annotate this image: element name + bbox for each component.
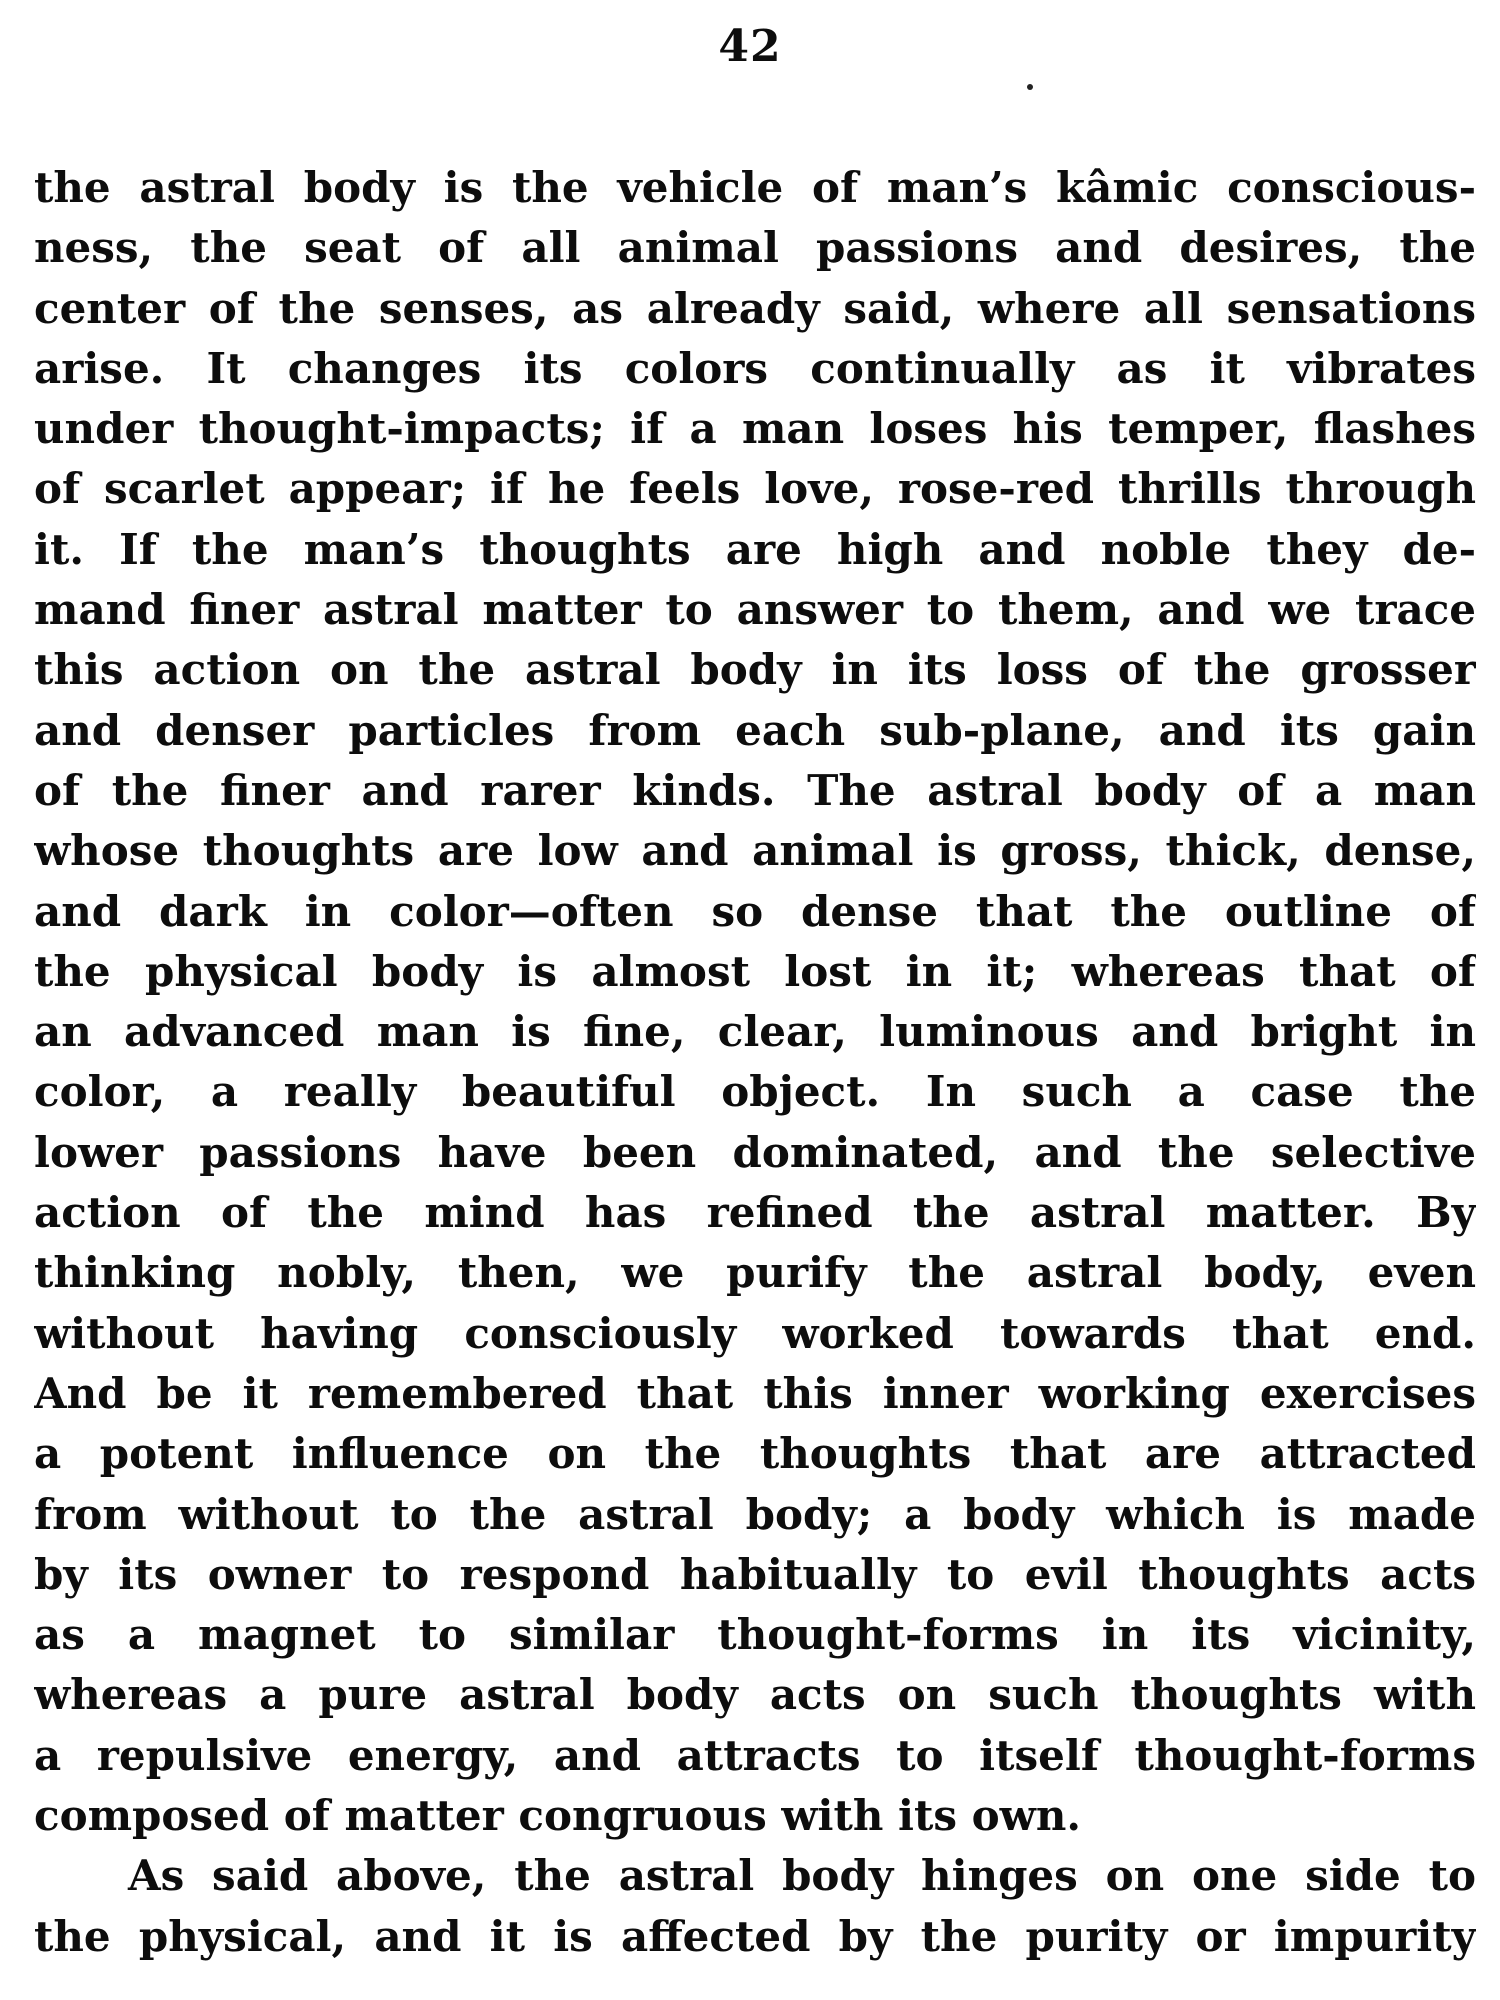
print-speck xyxy=(1027,84,1033,90)
paragraph-start-line: As said above, the astral body hinges on one side to xyxy=(128,1851,1476,1901)
text-line: the physical, and it is affected by the purity or impurity xyxy=(34,1911,1476,1961)
paragraph-end-line: composed of matter congruous with its own. xyxy=(34,1791,1081,1841)
text-line: action of the mind has refined the astral matter. By xyxy=(34,1188,1476,1238)
text-line: And be it remembered that this inner working exercises xyxy=(34,1368,1476,1418)
text-line: center of the senses, as already said, where all sensations xyxy=(34,283,1476,333)
text-line: a potent influence on the thoughts that are attracted xyxy=(34,1429,1476,1479)
page-number: 42 xyxy=(718,21,782,72)
text-line: of scarlet appear; if he feels love, rose-red thrills through xyxy=(34,464,1476,514)
body-text xyxy=(34,158,1476,1967)
text-line: arise. It changes its colors continually as it vibrates xyxy=(34,343,1476,393)
text-line: lower passions have been dominated, and the selective xyxy=(34,1127,1476,1177)
text-line: whereas a pure astral body acts on such thoughts with xyxy=(34,1670,1476,1720)
text-line: as a magnet to similar thought-forms in its vicinity, xyxy=(34,1610,1476,1660)
text-line: whose thoughts are low and animal is gross, thick, dense, xyxy=(34,826,1476,876)
text-line: without having consciously worked towards that end. xyxy=(34,1308,1476,1358)
text-line: and denser particles from each sub-plane, and its gain xyxy=(34,705,1476,755)
text-line: the physical body is almost lost in it; whereas that of xyxy=(34,946,1476,996)
text-line: mand finer astral matter to answer to them, and we trace xyxy=(34,585,1476,635)
text-line: from without to the astral body; a body which is made xyxy=(34,1489,1476,1539)
text-line: and dark in color—often so dense that the outline of xyxy=(34,886,1476,936)
text-line: by its owner to respond habitually to evil thoughts acts xyxy=(34,1549,1476,1599)
text-line: color, a really beautiful object. In such a case the xyxy=(34,1067,1476,1117)
text-line: thinking nobly, then, we purify the astral body, even xyxy=(34,1248,1476,1298)
text-line: under thought-impacts; if a man loses his temper, flashes xyxy=(34,404,1476,454)
text-line: a repulsive energy, and attracts to itself thought-forms xyxy=(34,1730,1476,1780)
text-line: the astral body is the vehicle of man’s kâmic conscious- xyxy=(34,163,1476,212)
text-line: it. If the man’s thoughts are high and noble they de- xyxy=(34,524,1476,574)
text-line: ness, the seat of all animal passions and desires, the xyxy=(34,223,1476,273)
text-line: this action on the astral body in its loss of the grosser xyxy=(34,645,1476,695)
text-line: an advanced man is fine, clear, luminous and bright in xyxy=(34,1007,1476,1057)
text-line: of the finer and rarer kinds. The astral body of a man xyxy=(34,765,1476,815)
